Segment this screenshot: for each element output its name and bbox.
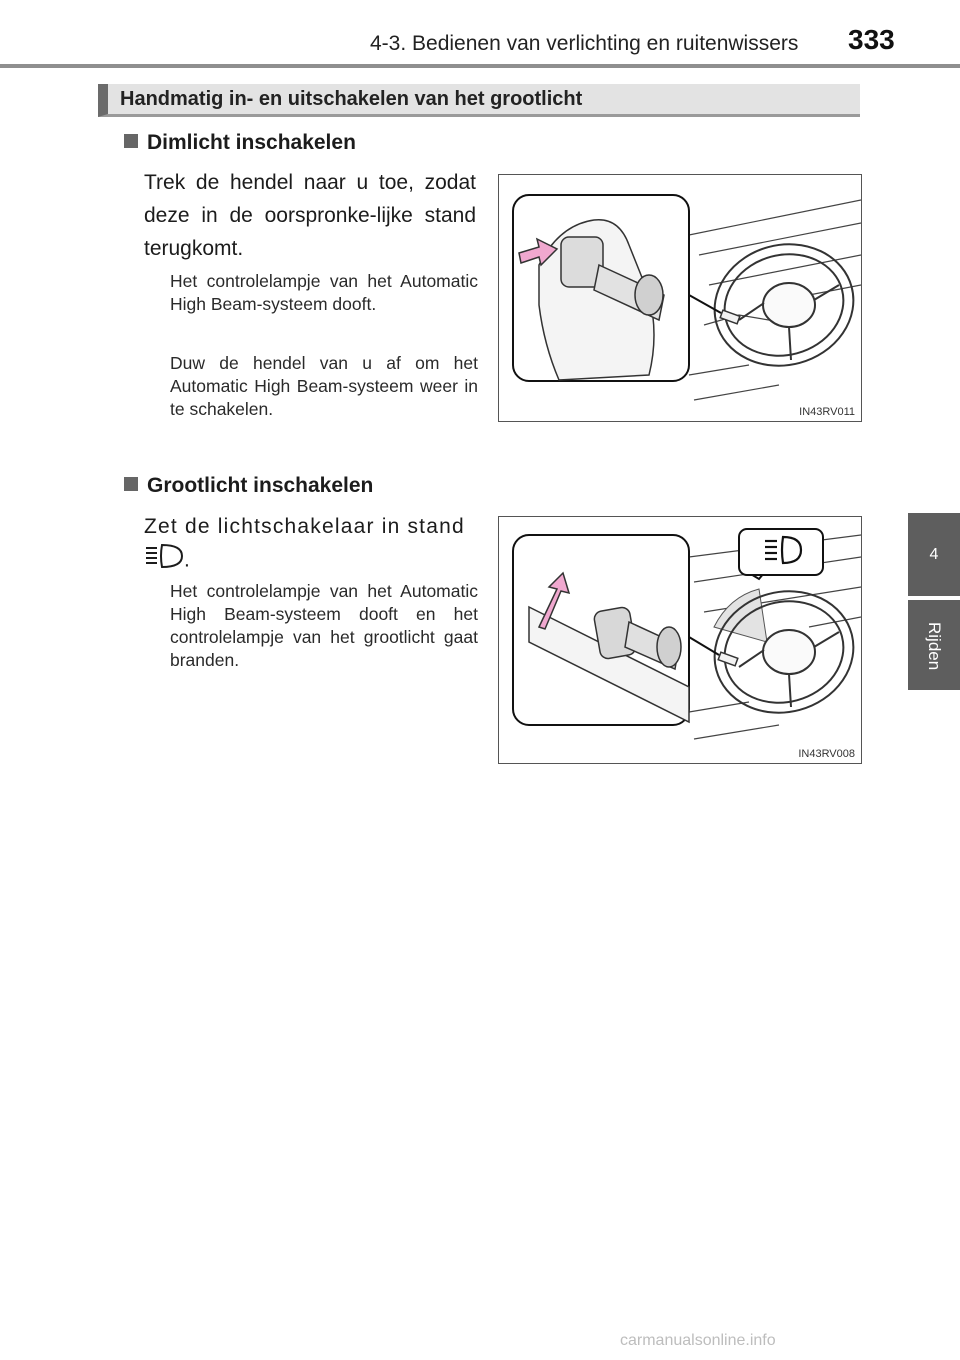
section-title: Handmatig in- en uitschakelen van het grootlicht xyxy=(120,88,583,110)
square-bullet-icon xyxy=(124,477,138,491)
note-text: Duw de hendel van u af om het Automatic High Beam-systeem weer in te schakelen. xyxy=(170,353,478,419)
chapter-tab-number: 4 xyxy=(908,513,960,596)
sub-heading-grootlicht xyxy=(124,474,373,498)
sub-heading-dimlicht xyxy=(124,131,356,155)
chapter-title: 4-3. Bedienen van verlichting en ruitenwissers xyxy=(370,32,799,55)
lever-pull-illustration xyxy=(499,175,861,421)
figure-dimlicht xyxy=(498,174,862,422)
sub-heading-text: Dimlicht inschakelen xyxy=(147,131,356,154)
sub-heading-text: Grootlicht inschakelen xyxy=(147,474,374,497)
watermark: carmanualsonline.info xyxy=(620,1332,776,1349)
instruction-text: Trek de hendel naar u toe, zodat deze in de oorspronke-lijke stand terugkomt. xyxy=(144,171,476,260)
figure-code: IN43RV011 xyxy=(799,406,855,418)
square-bullet-icon xyxy=(124,134,138,148)
instruction-text xyxy=(144,510,476,579)
section-banner xyxy=(98,84,860,117)
lever-push-illustration xyxy=(499,517,861,763)
instruction-text-main: Zet de lichtschakelaar in stand xyxy=(144,515,465,538)
figure-code: IN43RV008 xyxy=(798,748,855,760)
figure-grootlicht xyxy=(498,516,862,764)
chapter-tab-label: Rijden xyxy=(925,621,944,671)
note-text: Het controlelampje van het Automatic High Beam-systeem dooft. xyxy=(170,271,478,314)
page-number: 333 xyxy=(848,24,895,55)
instruction-text-suffix: . xyxy=(184,548,190,572)
note-text: Het controlelampje van het Automatic High Beam-systeem dooft en het controlelampje van het grootlicht gaat branden. xyxy=(170,581,478,670)
header-rule xyxy=(0,64,960,68)
high-beam-icon xyxy=(144,543,184,579)
